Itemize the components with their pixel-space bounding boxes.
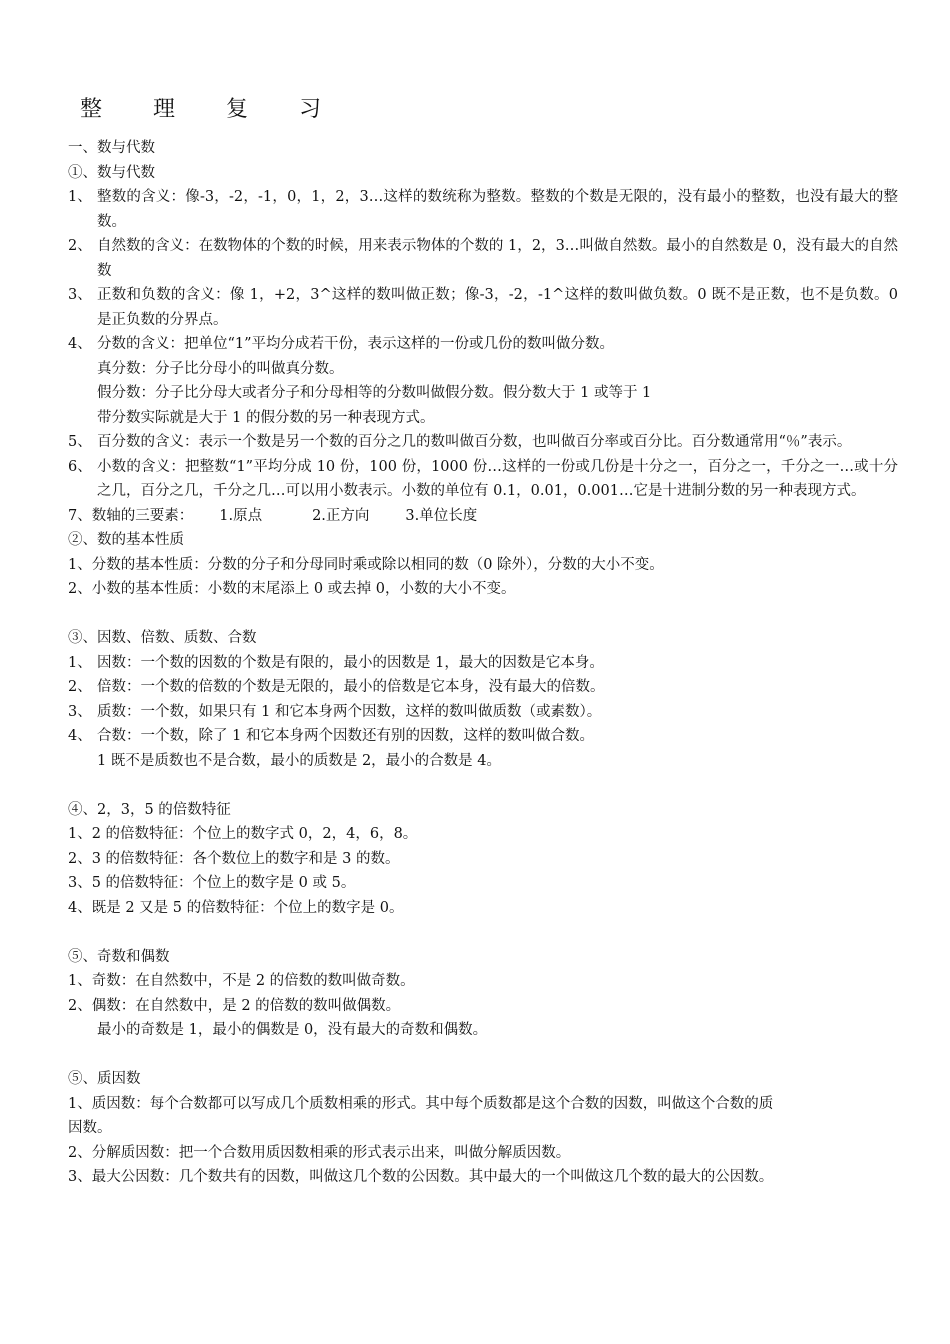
list-item: 3、最大公因数：几个数共有的因数，叫做这几个数的公因数。其中最大的一个叫做这几个数的最大的公因数。: [68, 1169, 774, 1185]
section-heading: ④、2，3，5 的倍数特征: [68, 801, 231, 818]
list-item: [68, 455, 898, 504]
list-item: 1、分数的基本性质：分数的分子和分母同时乘或除以相同的数（0 除外），分数的大小不变。: [68, 556, 664, 573]
list-item: 1、质因数：每个合数都可以写成几个质数相乘的形式。其中每个质数都是这个合数的因数，叫做这个合数的质: [68, 1095, 774, 1112]
list-item: [68, 724, 898, 749]
fraction-note: 假分数：分子比分母大或者分子和分母相等的分数叫做假分数。假分数大于 1 或等于 1: [97, 385, 652, 401]
list-item: [68, 283, 898, 332]
spacer: [68, 602, 898, 627]
element-unit-length: 3.单位长度: [405, 507, 478, 524]
item-text: 因数：一个数的因数的个数是有限的，最小的因数是 1，最大的因数是它本身。: [97, 654, 604, 671]
item-number: 4、: [68, 728, 92, 744]
list-item: 1、2 的倍数特征：个位上的数字式 0，2，4，6，8。: [68, 826, 418, 842]
item-number: 5、: [68, 434, 92, 450]
spacer: [68, 773, 898, 798]
fraction-note: 真分数：分子比分母小的叫做真分数。: [97, 360, 344, 377]
list-item: [68, 185, 898, 234]
list-item: [68, 430, 898, 455]
list-item: 2、分解质因数：把一个合数用质因数相乘的形式表示出来，叫做分解质因数。: [68, 1144, 571, 1161]
item-text: 合数：一个数，除了 1 和它本身两个因数还有别的因数，这样的数叫做合数。: [97, 728, 594, 744]
list-item: 1、奇数：在自然数中，不是 2 的倍数的数叫做奇数。: [68, 973, 415, 989]
item-number: 3、: [68, 703, 92, 720]
item-text: 小数的含义：把整数“1”平均分成 10 份，100 份，1000 份…这样的一份或几份是十分之一，百分之一，千分之一…或十分之几，百分之几，千分之几…可以用小数表示。小数的单位有 0.1，0.01，0.001…它是十进制分数的另一种表现方式。: [97, 458, 898, 499]
item-text: 整数的含义：像-3，-2，-1，0，1，2，3…这样的数统称为整数。整数的个数是无限的，没有最小的整数，也没有最大的整数。: [97, 189, 898, 230]
list-item: [68, 332, 898, 357]
section-heading: ③、因数、倍数、质数、合数: [68, 630, 257, 646]
note-line: 最小的奇数是 1，最小的偶数是 0，没有最大的奇数和偶数。: [97, 1022, 488, 1038]
item-text: 质数：一个数，如果只有 1 和它本身两个因数，这样的数叫做质数（或素数）。: [97, 703, 602, 720]
list-item: [68, 651, 898, 676]
number-line-elements: [68, 504, 898, 529]
list-item: 2、小数的基本性质：小数的末尾添上 0 或去掉 0，小数的大小不变。: [68, 581, 516, 597]
note-line: 1 既不是质数也不是合数，最小的质数是 2，最小的合数是 4。: [97, 752, 502, 769]
element-origin: 1.原点: [219, 507, 263, 524]
list-item: [68, 700, 898, 725]
item-number: 4、: [68, 336, 92, 352]
document-body: [68, 136, 898, 1190]
list-item: 4、既是 2 又是 5 的倍数特征：个位上的数字是 0。: [68, 899, 404, 916]
page-title: 整 理 复 习: [80, 97, 343, 122]
list-item: 2、偶数：在自然数中，是 2 的倍数的数叫做偶数。: [68, 997, 401, 1014]
item-text: 分数的含义：把单位“1”平均分成若干份，表示这样的一份或几份的数叫做分数。: [97, 336, 615, 352]
item-text: 自然数的含义：在数物体的个数的时候，用来表示物体的个数的 1，2，3…叫做自然数。最小的自然数是 0，没有最大的自然数: [97, 238, 898, 279]
fraction-note: 带分数实际就是大于 1 的假分数的另一种表现方式。: [97, 409, 435, 426]
section-heading: ⑤、质因数: [68, 1071, 141, 1087]
list-item: [68, 234, 898, 283]
list-item: [68, 675, 898, 700]
section-heading: ①、数与代数: [68, 164, 155, 181]
list-item-continuation: 因数。: [68, 1120, 112, 1136]
number-line-label: 7、数轴的三要素：: [68, 507, 194, 524]
spacer: [68, 920, 898, 945]
item-text: 倍数：一个数的倍数的个数是无限的，最小的倍数是它本身，没有最大的倍数。: [97, 679, 605, 695]
section-heading: ②、数的基本性质: [68, 532, 184, 548]
item-number: 2、: [68, 679, 92, 695]
list-item: 2、3 的倍数特征：各个数位上的数字和是 3 的数。: [68, 850, 400, 867]
item-number: 6、: [68, 458, 92, 475]
list-item: 3、5 的倍数特征：个位上的数字是 0 或 5。: [68, 875, 356, 891]
item-number: 1、: [68, 189, 92, 205]
spacer: [68, 1043, 898, 1068]
section-heading: ⑤、奇数和偶数: [68, 948, 170, 965]
item-text: 正数和负数的含义：像 1，+2，3^这样的数叫做正数；像-3，-2，-1^这样的数叫做负数。0 既不是正数，也不是负数。0 是正负数的分界点。: [97, 287, 898, 328]
part-heading: 一、数与代数: [68, 140, 155, 156]
item-number: 2、: [68, 238, 92, 254]
item-text: 百分数的含义：表示一个数是另一个数的百分之几的数叫做百分数，也叫做百分率或百分比。百分数通常用“％”表示。: [97, 434, 852, 450]
item-number: 3、: [68, 287, 92, 303]
element-direction: 2.正方向: [312, 507, 370, 524]
item-number: 1、: [68, 654, 92, 671]
